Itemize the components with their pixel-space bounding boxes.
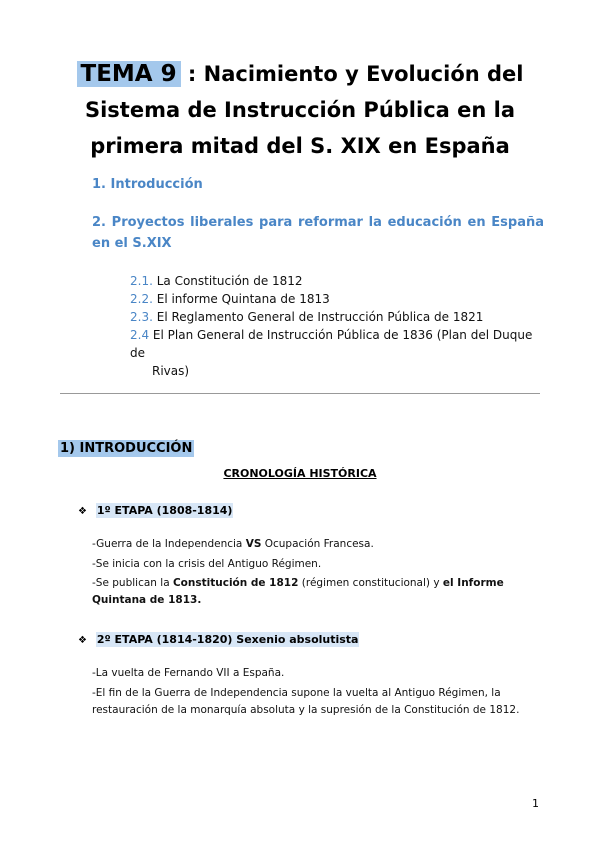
- cronologia-heading: CRONOLOGÍA HISTÓRICA: [223, 467, 377, 480]
- toc-subitem-number: 2.1.: [130, 274, 153, 288]
- section-heading: 1) INTRODUCCIÓN: [60, 441, 193, 456]
- diamond-bullet-icon: ❖: [78, 506, 87, 517]
- toc-subitem[interactable]: [130, 290, 550, 308]
- diamond-bullet-icon: ❖: [78, 635, 87, 646]
- stage-1-line-1: -Guerra de la Independencia VS Ocupación Francesa.: [92, 538, 374, 550]
- toc-subitem-number: 2.4: [130, 328, 150, 342]
- toc-subitem[interactable]: [130, 326, 550, 380]
- stage-1-label: 1º ETAPA (1808-1814): [96, 504, 233, 517]
- toc-item-introduccion[interactable]: 1. Introducción: [92, 177, 203, 192]
- toc-subitem-number: 2.2.: [130, 292, 153, 306]
- toc-item-proyectos[interactable]: 2. Proyectos liberales para reformar la educación en España en el S.XIX: [92, 215, 544, 251]
- toc-subitem-text: La Constitución de 1812: [156, 274, 303, 288]
- toc-subitem-text: El Plan General de Instrucción Pública de 1836 (Plan del Duque de: [130, 328, 533, 360]
- toc-subitem-text: El informe Quintana de 1813: [156, 292, 330, 306]
- toc-subitem[interactable]: [130, 272, 550, 290]
- page-number: 1: [532, 797, 539, 810]
- stage-1-line-3: -Se publican la Constitución de 1812 (régimen constitucional) y el Informe Quintana de 1813.: [92, 577, 504, 606]
- tema-number: TEMA 9: [77, 61, 181, 87]
- toc-subitem-text: El Reglamento General de Instrucción Pública de 1821: [156, 310, 484, 324]
- stage-2-line-1: -La vuelta de Fernando VII a España.: [92, 667, 285, 679]
- stage-2-line-2: -El fin de la Guerra de Independencia supone la vuelta al Antiguo Régimen, la restauración de la monarquía absoluta y la supresión de la Constitución de 1812.: [92, 687, 520, 716]
- divider: [60, 393, 540, 394]
- title-text: : Nacimiento y Evolución del Sistema de Instrucción Pública en la primera mitad del S. XIX en España: [84, 62, 524, 158]
- toc-subitem-number: 2.3.: [130, 310, 153, 324]
- stage-2-heading: [78, 633, 359, 646]
- stage-2-label: 2º ETAPA (1814-1820) Sexenio absolutista: [96, 633, 359, 646]
- stage-1-line-2: -Se inicia con la crisis del Antiguo Régimen.: [92, 558, 322, 570]
- stage-1-heading: [78, 504, 233, 517]
- toc-subitem[interactable]: [130, 308, 550, 326]
- document-title: [40, 56, 560, 164]
- toc-subitem-continuation: Rivas): [152, 364, 190, 378]
